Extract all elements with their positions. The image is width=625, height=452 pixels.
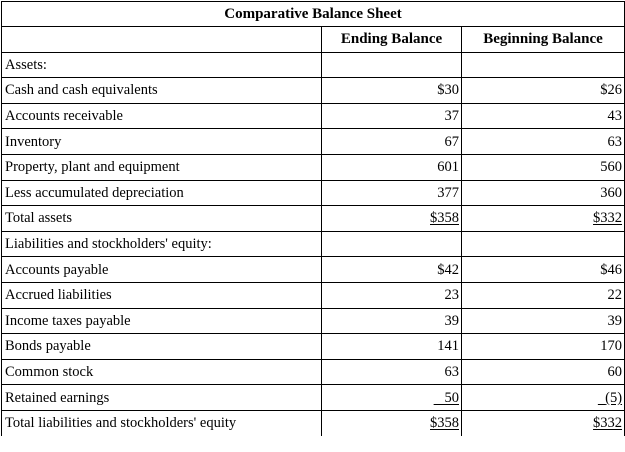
beginning-value: 43: [462, 103, 625, 129]
ending-retained-earnings-value: 50: [444, 389, 459, 406]
beginning-value: [462, 231, 625, 257]
row-label: Accounts payable: [2, 257, 322, 283]
ending-total-value: $358: [430, 210, 459, 227]
row-label: Property, plant and equipment: [2, 154, 322, 180]
beginning-value: 170: [462, 334, 625, 360]
row-label: Assets:: [2, 52, 322, 78]
beginning-value: [462, 206, 625, 232]
ending-value: 39: [322, 308, 462, 334]
table-row: [2, 52, 625, 78]
table-row: [2, 78, 625, 104]
balance-sheet-table: [1, 1, 625, 436]
beginning-value: $26: [462, 78, 625, 104]
ending-value: [322, 410, 462, 435]
row-label: Total liabilities and stockholders' equity: [2, 410, 322, 435]
table-row: [2, 334, 625, 360]
beginning-value: 360: [462, 180, 625, 206]
header-beginning-balance: Beginning Balance: [462, 27, 625, 53]
row-label: Cash and cash equivalents: [2, 78, 322, 104]
ending-value: $30: [322, 78, 462, 104]
row-label: Total assets: [2, 206, 322, 232]
row-label: Common stock: [2, 359, 322, 385]
header-label-cell: [2, 27, 322, 53]
beginning-value: 63: [462, 129, 625, 155]
beginning-value: 560: [462, 154, 625, 180]
table-title: Comparative Balance Sheet: [2, 2, 625, 27]
row-label: Bonds payable: [2, 334, 322, 360]
table-row: [2, 359, 625, 385]
title-row: [2, 2, 625, 27]
beginning-total-value: $332: [593, 210, 623, 227]
ending-value: $42: [322, 257, 462, 283]
row-label: Income taxes payable: [2, 308, 322, 334]
beginning-retained-earnings-value: (5): [605, 389, 623, 406]
beginning-value: 22: [462, 282, 625, 308]
ending-underlined-value: [434, 390, 459, 406]
ending-value: 67: [322, 129, 462, 155]
row-label: Inventory: [2, 129, 322, 155]
row-label: Liabilities and stockholders' equity:: [2, 231, 322, 257]
table-row: [2, 282, 625, 308]
table-row: [2, 385, 625, 411]
header-row: [2, 27, 625, 53]
beginning-underlined-value: [598, 390, 622, 406]
row-label: Accrued liabilities: [2, 282, 322, 308]
row-label: Retained earnings: [2, 385, 322, 411]
beginning-value: [462, 385, 625, 411]
ending-value: [322, 206, 462, 232]
beginning-value: [462, 410, 625, 435]
ending-value: 141: [322, 334, 462, 360]
ending-value: [322, 231, 462, 257]
table-row: [2, 180, 625, 206]
table-row: [2, 154, 625, 180]
row-label: Accounts receivable: [2, 103, 322, 129]
row-label: Less accumulated depreciation: [2, 180, 322, 206]
beginning-value: $46: [462, 257, 625, 283]
ending-value: [322, 385, 462, 411]
ending-value: 63: [322, 359, 462, 385]
ending-total-value: $358: [430, 415, 459, 432]
beginning-value: [462, 52, 625, 78]
table-row: [2, 129, 625, 155]
ending-value: 23: [322, 282, 462, 308]
table-row: [2, 257, 625, 283]
table-row: [2, 206, 625, 232]
table-row: [2, 410, 625, 435]
ending-value: 37: [322, 103, 462, 129]
beginning-total-value: $332: [593, 415, 623, 432]
table-row: [2, 103, 625, 129]
table-row: [2, 231, 625, 257]
beginning-value: 39: [462, 308, 625, 334]
ending-value: [322, 52, 462, 78]
ending-value: 601: [322, 154, 462, 180]
table-row: [2, 308, 625, 334]
ending-value: 377: [322, 180, 462, 206]
header-ending-balance: Ending Balance: [322, 27, 462, 53]
beginning-value: 60: [462, 359, 625, 385]
